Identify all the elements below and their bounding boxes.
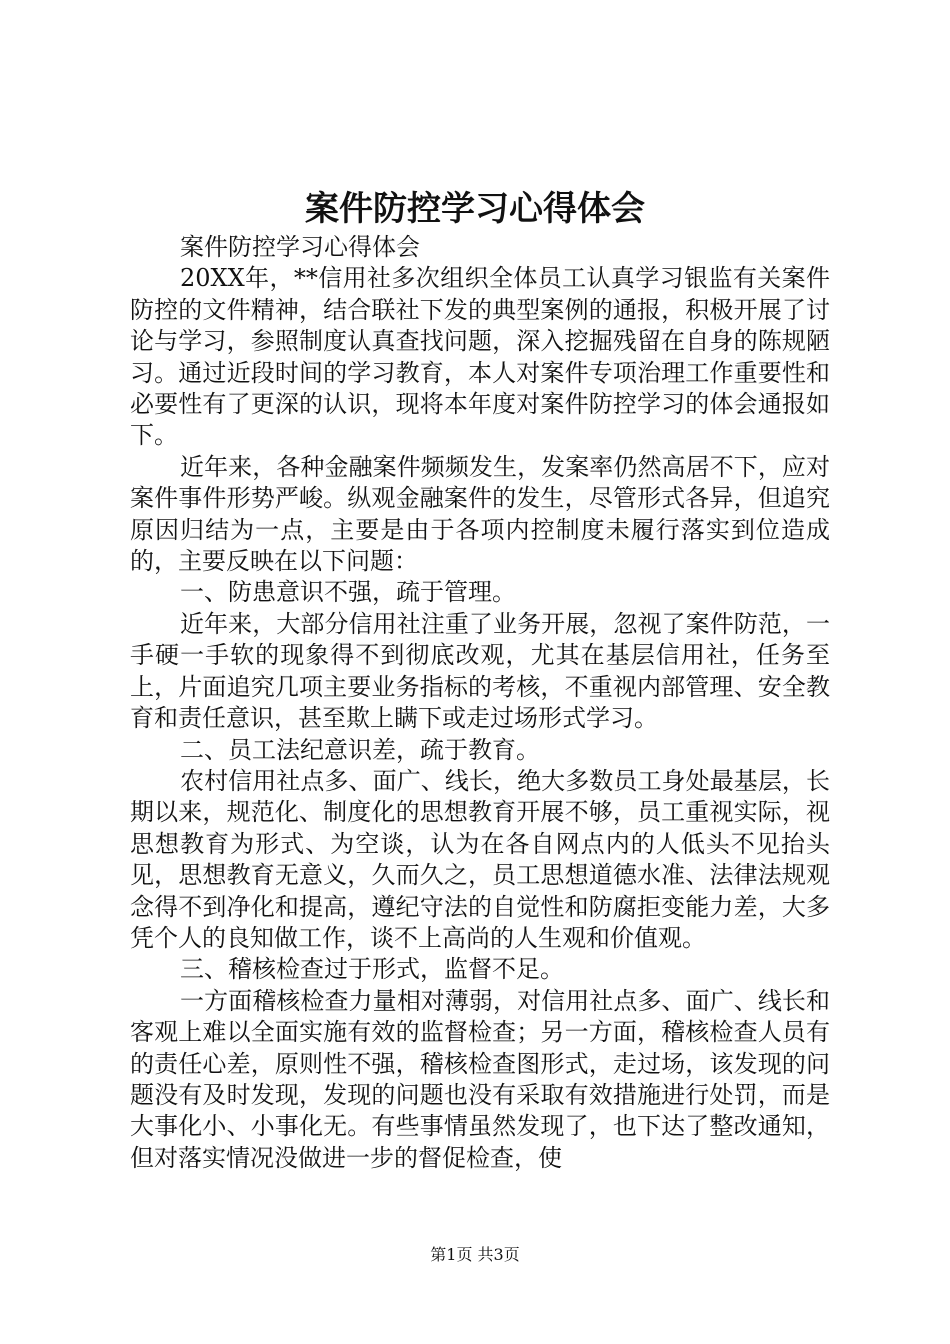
paragraph-section-2: 农村信用社点多、面广、线长，绝大多数员工身处最基层，长期以来，规范化、制度化的思想教育开展不够，员工重视实际，视思想教育为形式、为空谈，认为在各自网点内的人低头不见抬头见，思想教育无意义，久而久之，员工思想道德水准、法律法规观念得不到净化和提高，遵纪守法的自觉性和防腐拒变能力差，大多凭个人的良知做工作，谈不上高尚的人生观和价值观。 bbox=[130, 766, 830, 952]
page-number-footer: 第1页 共3页 bbox=[430, 1245, 520, 1264]
paragraph-overview: 近年来，各种金融案件频频发生，发案率仍然高居不下，应对案件事件形势严峻。纵观金融案件的发生，尽管形式各异，但追究原因归结为一点，主要是由于各项内控制度未履行落实到位造成的，主要反映在以下问题： bbox=[130, 452, 830, 576]
section-heading-3: 三、稽核检查过于形式，监督不足。 bbox=[180, 955, 564, 984]
section-heading-2: 二、员工法纪意识差，疏于教育。 bbox=[180, 735, 540, 764]
paragraph-section-1: 近年来，大部分信用社注重了业务开展，忽视了案件防范，一手硬一手软的现象得不到彻底改观，尤其在基层信用社，任务至上，片面追究几项主要业务指标的考核，不重视内部管理、安全教育和责任意识，甚至欺上瞒下或走过场形式学习。 bbox=[130, 609, 830, 733]
paragraph-section-3: 一方面稽核检查力量相对薄弱，对信用社点多、面广、线长和客观上难以全面实施有效的监督检查；另一方面，稽核检查人员有的责任心差，原则性不强，稽核检查图形式，走过场，该发现的问题没有及时发现，发现的问题也没有采取有效措施进行处罚，而是大事化小、小事化无。有些事情虽然发现了，也下达了整改通知，但对落实情况没做进一步的督促检查，使 bbox=[130, 986, 830, 1172]
paragraph-subtitle: 案件防控学习心得体会 bbox=[180, 233, 420, 261]
document-title: 案件防控学习心得体会 bbox=[305, 189, 645, 229]
document-body bbox=[130, 232, 830, 1174]
section-heading-1: 一、防患意识不强，疏于管理。 bbox=[180, 578, 516, 607]
paragraph-intro: 20XX年，**信用社多次组织全体员工认真学习银监有关案件防控的文件精神，结合联社下发的典型案例的通报，积极开展了讨论与学习，参照制度认真查找问题，深入挖掘残留在自身的陈规陋习。通过近段时间的学习教育，本人对案件专项治理工作重要性和必要性有了更深的认识，现将本年度对案件防控学习的体会通报如下。 bbox=[130, 264, 830, 450]
